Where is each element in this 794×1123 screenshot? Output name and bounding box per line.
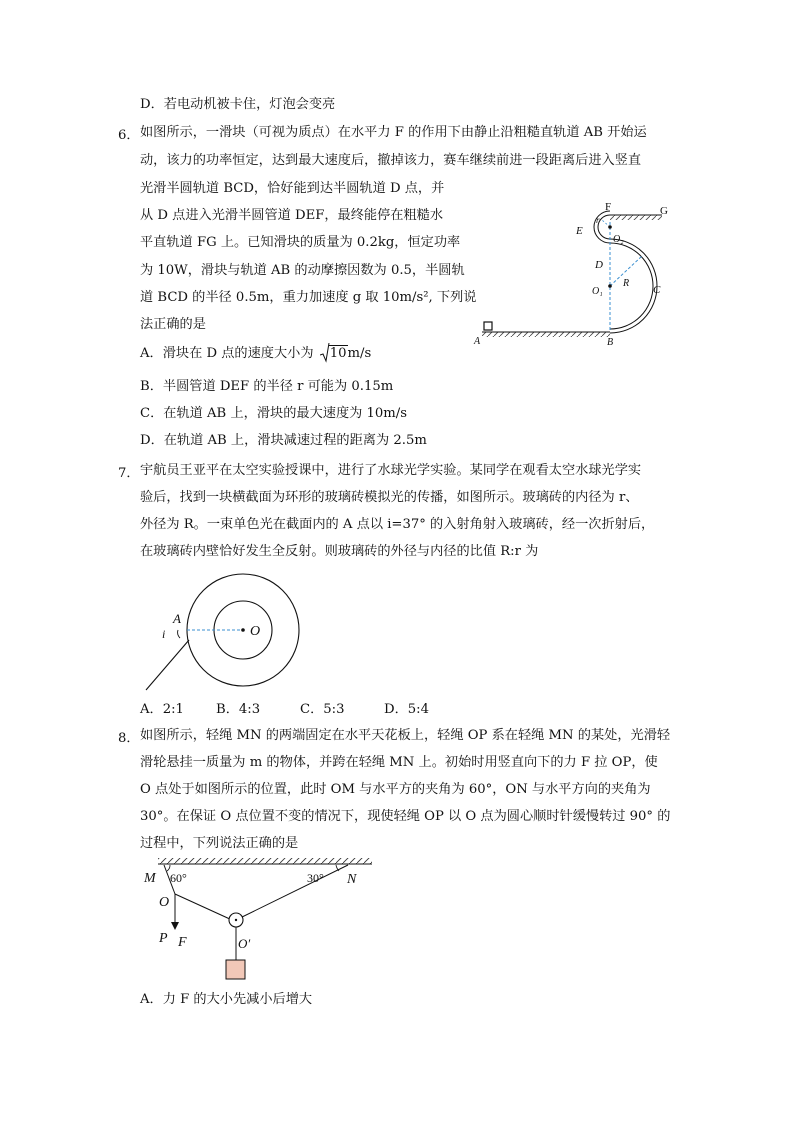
incident-ray: [146, 640, 189, 690]
q6-option-b: B．半圆管道 DEF 的半径 r 可能为 0.15m: [140, 379, 394, 394]
q6-stem-line-5: 平直轨道 FG 上。已知滑块的质量为 0.2kg，恒定功率: [140, 235, 461, 250]
center-o2: [608, 225, 612, 229]
label-angle-30: 30°: [307, 871, 324, 885]
q8-stem-line-5: 过程中，下列说法正确的是: [140, 836, 299, 851]
q8-option-a: A．力 F 的大小先减小后增大: [140, 992, 313, 1007]
label-n: N: [347, 872, 357, 887]
q8-rope-pulley-figure: [140, 856, 376, 986]
q6-track-figure: [470, 198, 685, 346]
label-o-prime: O′: [238, 936, 251, 951]
q6-stem-line-2: 动，该力的功率恒定，达到最大速度后，撤掉该力，赛车继续前进一段距离后进入竖直: [140, 153, 642, 168]
q6-stem-line-7: 道 BCD 的半径 0.5m，重力加速度 g 取 10m/s², 下列说: [140, 290, 477, 305]
q7-stem-line-3: 外径为 R。一束单色光在截面内的 A 点以 i=37° 的入射角射入玻璃砖，经一次折射后，: [140, 517, 655, 532]
q7-option-b: B．4:3: [216, 702, 261, 717]
fg-hatch: [610, 215, 662, 220]
q8-number: 8．: [118, 731, 140, 746]
q7-option-a: A．2:1: [140, 702, 184, 717]
label-g: G: [660, 205, 668, 217]
q6-number: 6．: [118, 128, 140, 143]
label-d: D: [595, 259, 603, 271]
ceiling-hatch: [158, 858, 372, 864]
rope-o-pulley: [175, 894, 232, 920]
q7-glass-ring-figure: [144, 568, 324, 693]
label-i: i: [162, 627, 166, 641]
q8-stem-line-4: 30°。在保证 O 点位置不变的情况下，现使轻绳 OP 以 O 点为圆心顺时针缓慢转过 90° 的: [140, 809, 671, 824]
q6-stem-line-6: 为 10W，滑块与轨道 AB 的动摩擦因数为 0.5，半圆轨: [140, 263, 465, 278]
label-o: O: [250, 624, 261, 639]
label-m: M: [144, 871, 156, 886]
q6-option-c: C．在轨道 AB 上，滑块的最大速度为 10m/s: [140, 406, 408, 421]
q7-stem-line-4: 在玻璃砖内壁恰好发生全反射。则玻璃砖的外径与内径的比值 R:r 为: [140, 544, 539, 559]
q6-stem-line-1: 如图所示，一滑块（可视为质点）在水平力 F 的作用下由静止沿粗糙直轨道 AB 开始运: [140, 125, 647, 140]
pulley-axle: [235, 919, 237, 921]
q7-option-c: C．5:3: [300, 702, 345, 717]
label-r-small: r: [596, 215, 600, 225]
sqrt-expression: [320, 345, 348, 363]
label-a: A: [173, 611, 181, 626]
q7-number: 7．: [118, 466, 140, 481]
angle-i-arc: [178, 630, 180, 638]
hanging-mass: [226, 960, 245, 979]
label-o1: O₁: [592, 286, 603, 297]
q6-stem-line-3: 光滑半圆轨道 BCD，恰好能到达半圆轨道 D 点，并: [140, 181, 445, 196]
label-e: E: [576, 225, 583, 237]
q6-option-d: D．在轨道 AB 上，滑块减速过程的距离为 2.5m: [140, 433, 427, 448]
q7-option-d: D．5:4: [384, 702, 429, 717]
rope-pulley-n: [240, 865, 348, 918]
q7-stem-line-2: 验后，找到一块横截面为环形的玻璃砖模拟光的传播，如图所示。玻璃砖的内径为 r、: [140, 490, 639, 505]
q8-stem-line-3: O 点处于如图所示的位置，此时 OM 与水平方的夹角为 60°，ON 与水平方向的夹角为: [140, 782, 651, 797]
sqrt-radicand: 10: [329, 346, 347, 361]
label-b: B: [607, 337, 614, 346]
force-f-arrow: [171, 922, 179, 930]
slider-block: [484, 322, 492, 330]
q8-stem-line-2: 滑轮悬挂一质量为 m 的物体，并跨在轻绳 MN 上。初始时用竖直向下的力 F 拉 OP，使: [140, 755, 658, 770]
label-angle-60: 60°: [170, 871, 187, 885]
q6-option-a-unit: m/s: [347, 346, 372, 361]
q6-stem-line-8: 法正确的是: [140, 317, 206, 332]
label-r-big: R: [623, 278, 630, 289]
q6-option-a-text: A．滑块在 D 点的速度大小为: [140, 346, 314, 361]
label-a: A: [474, 336, 481, 346]
label-c: C: [653, 284, 661, 296]
center-o: [241, 628, 245, 632]
label-p: P: [159, 931, 168, 946]
sqrt-sign-icon: [320, 343, 330, 363]
label-f: F: [605, 201, 612, 213]
label-o2: O₂: [613, 234, 624, 245]
q6-stem-line-4: 从 D 点进入光滑半圆管道 DEF，最终能停在粗糙水: [140, 208, 444, 223]
q7-stem-line-1: 宇航员王亚平在太空实验授课中，进行了水球光学实验。某同学在观看太空水球光学实: [140, 463, 642, 478]
label-o: O: [159, 895, 170, 910]
q8-stem-line-1: 如图所示，轻绳 MN 的两端固定在水平天花板上，轻绳 OP 系在轻绳 MN 的某处，光滑轻: [140, 728, 671, 743]
ground-hatch: [482, 332, 610, 337]
q6-option-a: [140, 345, 371, 363]
q5-option-d: D．若电动机被卡住，灯泡会变亮: [140, 97, 336, 112]
label-f: F: [178, 935, 187, 950]
center-o1: [608, 284, 612, 288]
